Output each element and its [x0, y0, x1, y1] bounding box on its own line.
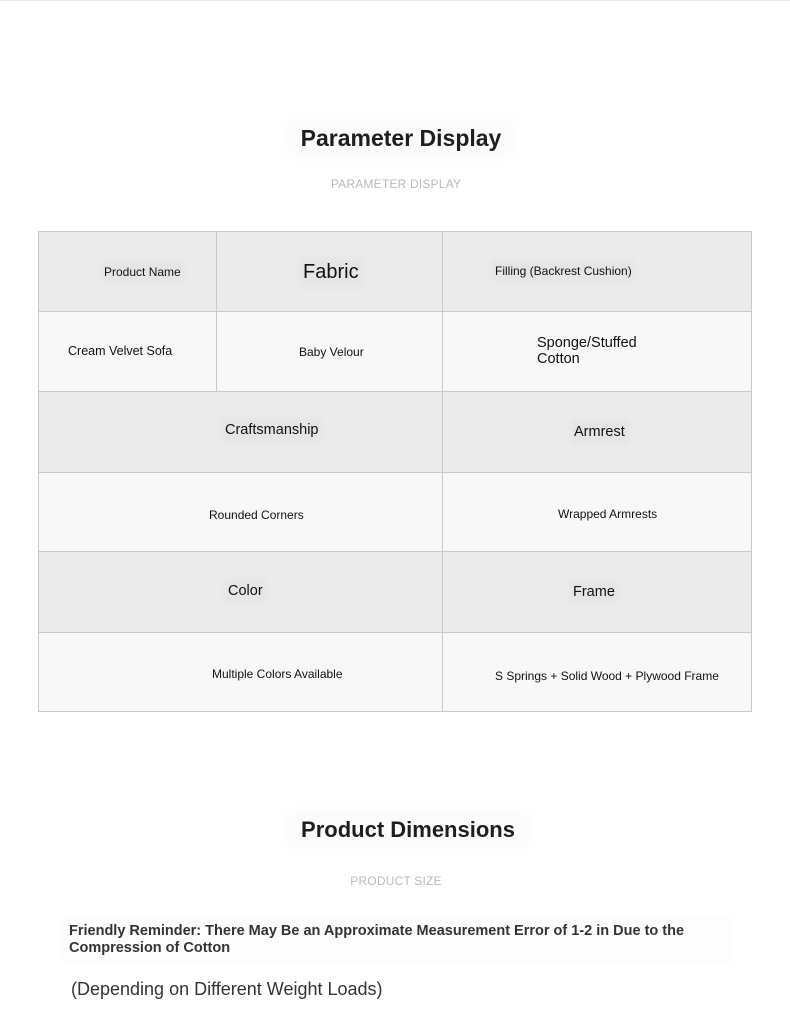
- value-armrest: Wrapped Armrests: [558, 507, 658, 521]
- label-product-name: Product Name: [104, 265, 181, 279]
- parameter-table: [38, 231, 752, 712]
- value-filling: Sponge/Stuffed Cotton: [537, 335, 637, 367]
- label-filling: Filling (Backrest Cushion): [495, 264, 632, 278]
- label-armrest: Armrest: [574, 424, 625, 440]
- top-divider: [0, 0, 790, 1]
- measurement-reminder: Friendly Reminder: There May Be an Approximate Measurement Error of 1-2 in Due to the Compression of Cotton: [69, 923, 685, 956]
- value-product-name: Cream Velvet Sofa: [68, 344, 173, 358]
- label-craftsmanship: Craftsmanship: [225, 422, 319, 438]
- value-craftsmanship: Rounded Corners: [209, 508, 304, 522]
- value-frame: S Springs + Solid Wood + Plywood Frame: [495, 669, 719, 683]
- value-color: Multiple Colors Available: [212, 667, 343, 681]
- product-dimensions-title: Product Dimensions: [290, 816, 526, 844]
- parameter-display-title: Parameter Display: [291, 124, 511, 152]
- value-fabric: Baby Velour: [299, 345, 364, 359]
- product-dimensions-subtitle: PRODUCT SIZE: [350, 874, 442, 888]
- label-fabric: Fabric: [303, 261, 359, 283]
- label-color: Color: [228, 583, 263, 599]
- label-frame: Frame: [573, 584, 615, 600]
- weight-load-note: (Depending on Different Weight Loads): [71, 979, 383, 999]
- parameter-display-subtitle: PARAMETER DISPLAY: [330, 177, 462, 191]
